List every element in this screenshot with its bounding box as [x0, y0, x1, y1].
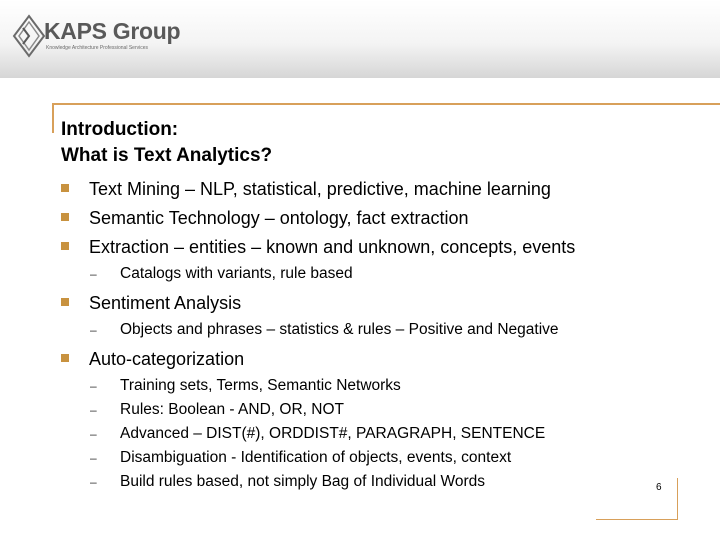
sub-bullet-item: [61, 401, 711, 419]
slide-title-line-2: What is Text Analytics?: [61, 145, 273, 166]
square-bullet-icon: [61, 298, 69, 306]
sub-bullet-text: Disambiguation - Identification of objects, events, context: [120, 449, 512, 466]
bullet-text: Extraction – entities – known and unknown, concepts, events: [89, 237, 576, 257]
square-bullet-icon: [61, 213, 69, 221]
bullet-text: Semantic Technology – ontology, fact extraction: [89, 208, 469, 228]
frame-left-line: [52, 103, 54, 133]
bullet-text: Text Mining – NLP, statistical, predictive, machine learning: [89, 179, 551, 199]
bullet-item: [61, 178, 711, 200]
slide-title: [61, 117, 272, 169]
dash-bullet-icon: –: [90, 403, 97, 417]
sub-bullet-text: Training sets, Terms, Semantic Networks: [120, 377, 401, 394]
square-bullet-icon: [61, 184, 69, 192]
kaps-group-logo: [12, 14, 181, 58]
kaps-diamond-logo-icon: [12, 14, 46, 58]
square-bullet-icon: [61, 354, 69, 362]
frame-bottom-right-vertical: [677, 478, 678, 520]
sub-bullet-item: [61, 265, 711, 283]
sub-bullet-item: [61, 377, 711, 395]
page-number: 6: [656, 482, 662, 493]
sub-bullet-item: [61, 449, 711, 467]
bullet-item: [61, 292, 711, 314]
logo-tagline: Knowledge Architecture Professional Services: [46, 45, 148, 51]
sub-bullet-text: Objects and phrases – statistics & rules – Positive and Negative: [120, 321, 559, 338]
bullet-item: [61, 236, 711, 258]
sub-bullet-text: Rules: Boolean - AND, OR, NOT: [120, 401, 344, 418]
bullet-text: Sentiment Analysis: [89, 293, 242, 313]
sub-bullet-item: [61, 473, 711, 491]
dash-bullet-icon: –: [90, 323, 97, 337]
slide-title-line-1: Introduction:: [61, 119, 179, 140]
dash-bullet-icon: –: [90, 475, 97, 489]
dash-bullet-icon: –: [90, 379, 97, 393]
sub-bullet-text: Catalogs with variants, rule based: [120, 265, 353, 282]
sub-bullet-text: Advanced – DIST(#), ORDDIST#, PARAGRAPH, SENTENCE: [120, 425, 546, 442]
bullet-text: Auto-categorization: [89, 349, 245, 369]
bullet-list: [61, 178, 711, 497]
dash-bullet-icon: –: [90, 427, 97, 441]
dash-bullet-icon: –: [90, 267, 97, 281]
frame-bottom-right-horizontal: [596, 519, 678, 520]
bullet-item: [61, 207, 711, 229]
square-bullet-icon: [61, 242, 69, 250]
logo-name: KAPS Group: [44, 18, 181, 44]
dash-bullet-icon: –: [90, 451, 97, 465]
frame-top-line: [52, 103, 720, 105]
sub-bullet-item: [61, 321, 711, 339]
sub-bullet-text: Build rules based, not simply Bag of Individual Words: [120, 473, 486, 490]
bullet-item: [61, 348, 711, 370]
sub-bullet-item: [61, 425, 711, 443]
